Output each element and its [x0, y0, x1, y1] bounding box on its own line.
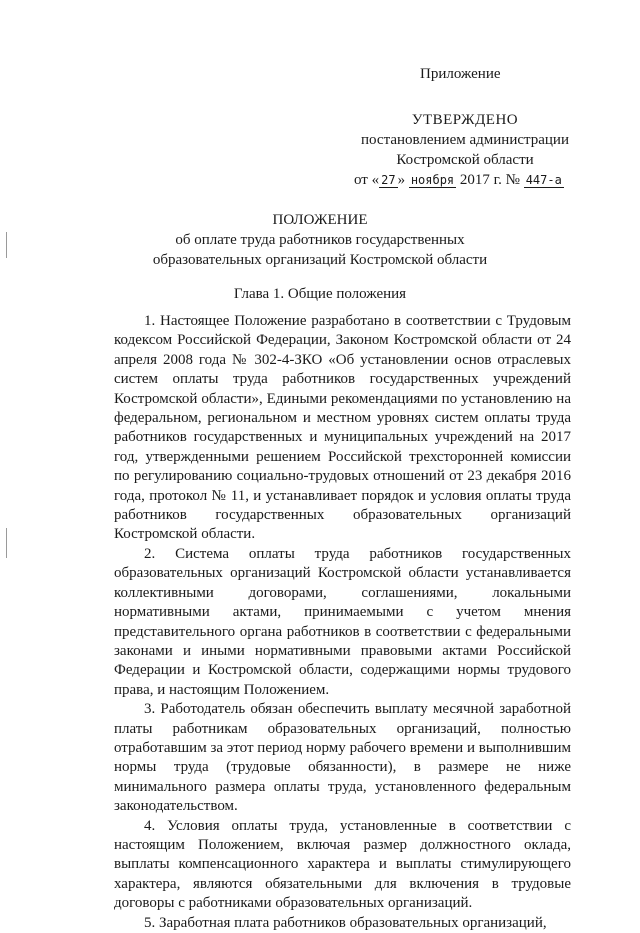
paragraph-3: 3. Работодатель обязан обеспечить выплату месячной заработной платы работникам образовательных организаций, полностью отработавшим за этот период норму рабочего времени и выполнившим нормы труда (трудовые обязанности), в размере не ниже минимального размера оплаты труда, установленного федеральным законодательством.	[114, 701, 571, 815]
scan-edge-mark	[6, 528, 7, 558]
decree-year: 2017 г. №	[459, 172, 520, 188]
document-body	[114, 312, 571, 933]
paragraph-2: 2. Система оплаты труда работников государственных образовательных организаций Костромской области устанавливается коллективными договорами, соглашениями, локальными нормативными актами, принимаемыми с учетом мнения представительного органа работников в соответствии с федеральными законами и иными нормативными правовыми актами Российской Федерации и Костромской области, содержащими нормы трудового права, и настоящим Положением.	[114, 545, 571, 698]
approval-block	[340, 110, 590, 190]
decree-region: Костромской области	[396, 152, 534, 168]
decree-month: ноября	[410, 173, 455, 187]
chapter-heading: Глава 1. Общие положения	[233, 286, 407, 302]
decree-date-line	[340, 170, 590, 190]
title-line: об оплате труда работников государственных	[175, 232, 465, 248]
decree-day: 27	[381, 173, 396, 187]
appendix-label: Приложение	[420, 66, 501, 82]
title-line: образовательных организаций Костромской области	[152, 252, 488, 268]
paragraph-4: 4. Условия оплаты труда, установленные в соответствии с настоящим Положением, включая размер должностного оклада, выплаты компенсационного характера и выплаты стимулирующего характера, являются обязательными для включения в трудовые договоры с работниками образовательных организаций.	[114, 817, 571, 912]
document-title	[0, 210, 640, 270]
date-quote: »	[397, 172, 406, 188]
date-prefix: от «	[354, 172, 380, 188]
paragraph-1: 1. Настоящее Положение разработано в соответствии с Трудовым кодексом Российской Федерации, Законом Костромской области от 24 апреля 2008 года № 302-4-ЗКО «Об установлении основ отраслевых систем оплаты труда работников государственных учреждений Костромской области», Едиными рекомендациями по установлению на федеральном, региональном и местном уровнях систем оплаты труда работников государственных и муниципальных учреждений на 2017 год, утвержденными решением Российской трехсторонней комиссии по регулированию социально-трудовых отношений от 23 декабря 2016 года, протокол № 11, и устанавливает порядок и условия оплаты труда работников государственных образовательных организаций Костромской области.	[114, 313, 571, 543]
decree-number: 447-а	[525, 173, 562, 187]
approved-stamp: УТВЕРЖДЕНО	[411, 112, 519, 128]
title-heading: ПОЛОЖЕНИЕ	[272, 212, 368, 228]
paragraph-5: 5. Заработная плата работников образовательных организаций,	[144, 914, 547, 931]
decree-line: постановлением администрации	[361, 132, 569, 148]
